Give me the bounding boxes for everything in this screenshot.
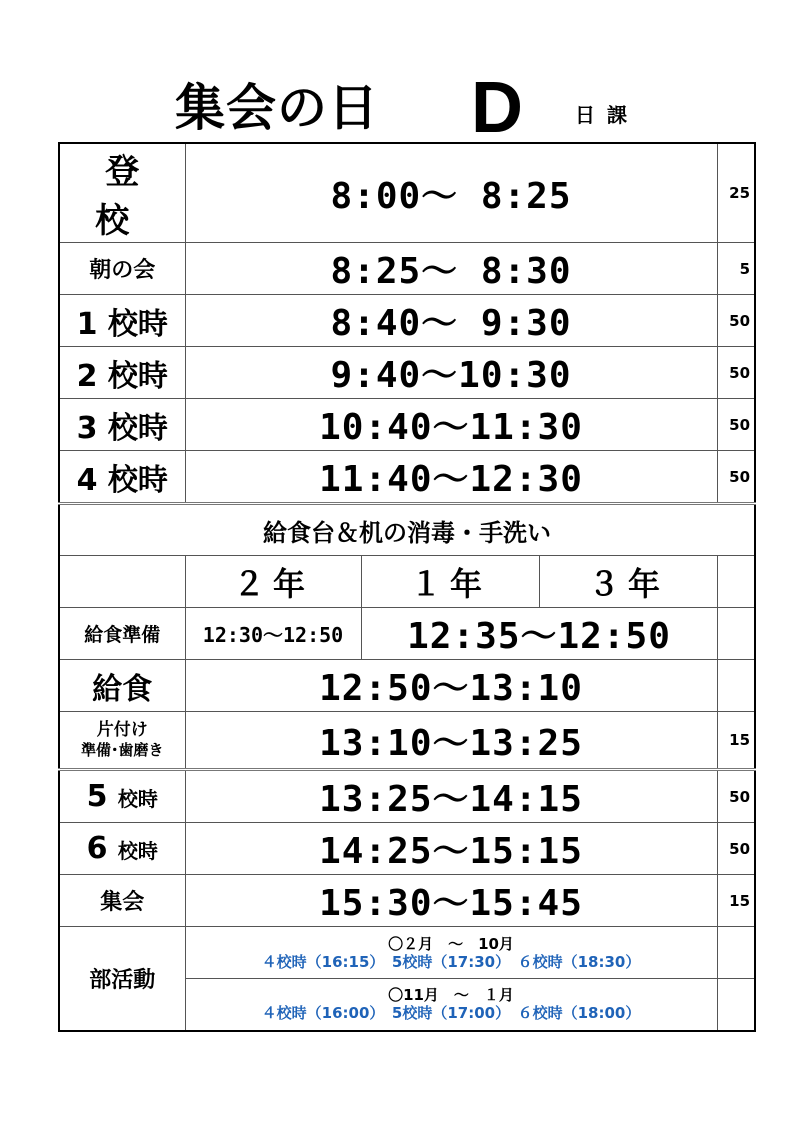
table-row bbox=[59, 347, 755, 399]
club-period-range: 〇11月 ～ １月 bbox=[388, 986, 514, 1005]
table-row bbox=[59, 875, 755, 927]
row-time: 12:35～12:50 bbox=[361, 608, 717, 660]
table-row bbox=[59, 143, 755, 243]
period-number: 3 bbox=[76, 410, 98, 446]
table-row bbox=[59, 451, 755, 504]
schedule-table bbox=[58, 142, 756, 1032]
row-minutes: 25 bbox=[717, 143, 755, 243]
period-label: 校時 bbox=[107, 306, 168, 342]
row-label bbox=[59, 347, 185, 399]
disinfection-banner: 給食台＆机の消毒・手洗い bbox=[59, 504, 755, 556]
table-row bbox=[59, 608, 755, 660]
empty-cell bbox=[717, 556, 755, 608]
title-subtitle: 日課 bbox=[575, 103, 639, 127]
period-number: 4 bbox=[76, 462, 98, 498]
row-time: 10:40～11:30 bbox=[185, 399, 717, 451]
table-row bbox=[59, 399, 755, 451]
row-label bbox=[59, 451, 185, 504]
row-label bbox=[59, 770, 185, 823]
row-label bbox=[59, 823, 185, 875]
grade-header: １年 bbox=[361, 556, 539, 608]
table-row bbox=[59, 504, 755, 556]
grade-header: ３年 bbox=[539, 556, 717, 608]
empty-cell bbox=[717, 608, 755, 660]
row-time: 13:25～14:15 bbox=[185, 770, 717, 823]
row-time: 9:40～10:30 bbox=[185, 347, 717, 399]
period-label: 校時 bbox=[107, 358, 168, 394]
period-label: 校時 bbox=[117, 839, 158, 863]
cleanup-label-line2: 準備･歯磨き bbox=[80, 741, 164, 759]
period-label: 校時 bbox=[107, 462, 168, 498]
row-time: 11:40～12:30 bbox=[185, 451, 717, 504]
period-number: 2 bbox=[76, 358, 98, 394]
table-row bbox=[59, 770, 755, 823]
club-period-times: ４校時（16:15） 5校時（17:30） ６校時（18:30） bbox=[261, 952, 641, 971]
table-row bbox=[59, 660, 755, 712]
row-minutes: 50 bbox=[717, 770, 755, 823]
row-minutes: 15 bbox=[717, 875, 755, 927]
grade-header-row bbox=[59, 556, 755, 608]
club-period bbox=[185, 927, 717, 979]
empty-cell bbox=[59, 556, 185, 608]
row-time: 15:30～15:45 bbox=[185, 875, 717, 927]
club-period-times: ４校時（16:00） 5校時（17:00） ６校時（18:00） bbox=[261, 1004, 641, 1023]
cleanup-label-line1: 片付け bbox=[96, 720, 148, 740]
row-time: 12:30～12:50 bbox=[185, 608, 361, 660]
club-row bbox=[59, 927, 755, 979]
row-time: 13:10～13:25 bbox=[185, 712, 717, 770]
row-label: 給食準備 bbox=[59, 608, 185, 660]
row-label: 登校 bbox=[59, 143, 185, 243]
period-label: 校時 bbox=[117, 787, 158, 811]
table-row bbox=[59, 243, 755, 295]
title-text: 集会の日 bbox=[175, 79, 379, 137]
row-label: 朝の会 bbox=[59, 243, 185, 295]
empty-cell bbox=[717, 660, 755, 712]
row-minutes: 5 bbox=[717, 243, 755, 295]
table-row bbox=[59, 823, 755, 875]
row-minutes: 50 bbox=[717, 399, 755, 451]
period-number: 6 bbox=[86, 831, 108, 866]
row-time: 8:25～ 8:30 bbox=[185, 243, 717, 295]
empty-cell bbox=[717, 927, 755, 979]
row-time: 12:50～13:10 bbox=[185, 660, 717, 712]
club-period bbox=[185, 979, 717, 1031]
row-label bbox=[59, 295, 185, 347]
row-label: 集会 bbox=[59, 875, 185, 927]
club-period-range: 〇２月 ～ 10月 bbox=[388, 934, 514, 953]
row-label: 給食 bbox=[59, 660, 185, 712]
empty-cell bbox=[717, 979, 755, 1031]
table-row bbox=[59, 712, 755, 770]
row-label bbox=[59, 712, 185, 770]
row-time: 8:00～ 8:25 bbox=[185, 143, 717, 243]
period-number: 5 bbox=[86, 779, 108, 814]
row-label bbox=[59, 399, 185, 451]
schedule-letter: D bbox=[471, 68, 523, 148]
period-number: 1 bbox=[76, 306, 98, 342]
row-minutes: 50 bbox=[717, 823, 755, 875]
row-time: 14:25～15:15 bbox=[185, 823, 717, 875]
table-row bbox=[59, 295, 755, 347]
row-minutes: 15 bbox=[717, 712, 755, 770]
club-label: 部活動 bbox=[59, 927, 185, 1031]
row-minutes: 50 bbox=[717, 347, 755, 399]
period-label: 校時 bbox=[107, 410, 168, 446]
grade-header: ２年 bbox=[185, 556, 361, 608]
row-minutes: 50 bbox=[717, 295, 755, 347]
row-time: 8:40～ 9:30 bbox=[185, 295, 717, 347]
row-minutes: 50 bbox=[717, 451, 755, 504]
page-title bbox=[175, 68, 655, 148]
